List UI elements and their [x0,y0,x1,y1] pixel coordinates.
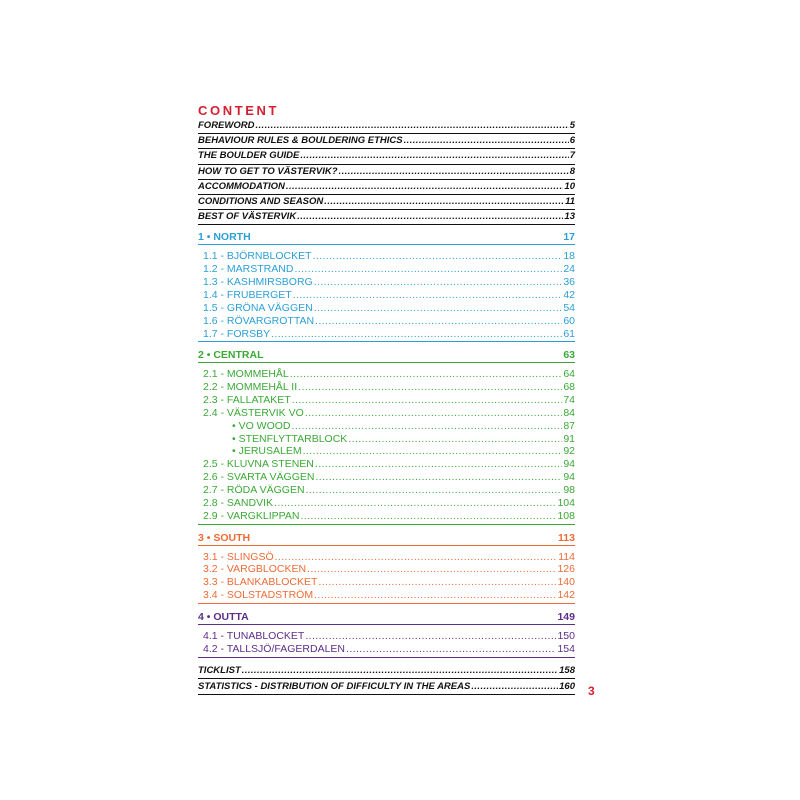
toc-entry-label: 3 • SOUTH [198,531,251,544]
toc-entry-page: 104 [557,496,575,509]
toc-entry-label: 1 • NORTH [198,231,251,244]
toc-entry-page: 149 [557,610,575,623]
toc-entry-page: 158 [559,664,575,676]
toc-entry-page: 64 [563,368,575,381]
section-bottom-rule [198,341,575,342]
dot-leader [271,328,562,340]
dot-leader [300,150,568,162]
toc-entry-page: 17 [563,231,575,244]
toc-subentry[interactable] [198,587,575,601]
toc-entry[interactable] [198,663,575,677]
toc-subentry[interactable] [198,326,575,340]
toc-entry[interactable] [198,148,575,162]
toc-entry-page: 36 [563,276,575,289]
toc-entry-label: 2.7 - RÖDA VÄGGEN [203,484,305,496]
toc-entry[interactable] [198,179,575,193]
toc-entry-label: • STENFLYTTARBLOCK [232,432,348,445]
toc-entry-page: 24 [563,263,575,276]
section-header-central[interactable] [198,347,575,361]
toc-entry-page: 60 [563,314,575,327]
entry-underline [198,224,575,225]
dot-leader [242,665,558,677]
toc-entry-page: 18 [563,250,575,263]
section-header-south[interactable] [198,530,575,544]
toc-entry-label: 1.3 - KASHMIRSBORG [203,276,313,289]
toc-entry-page: 150 [557,629,575,642]
toc-entry-page: 13 [564,211,575,223]
toc-entry-page: 113 [558,531,575,544]
dot-leader [255,120,568,132]
section-rule [198,244,575,245]
toc-entry-label: 3.4 - SOLSTADSTRÖM [203,589,314,602]
toc-entry[interactable] [198,118,575,132]
toc-entry-label: BEHAVIOUR RULES & BOULDERING ETHICS [198,135,403,147]
toc-entry-label: FOREWORD [198,120,255,131]
toc-entry-label: ACCOMMODATION [198,180,285,192]
toc-entry[interactable] [198,209,575,223]
toc-entry-page: 126 [557,563,575,576]
toc-entry-label: STATISTICS - DISTRIBUTION OF DIFFICULTY IN THE AREAS [198,680,471,692]
toc-entry-label: • JERUSALEM [232,445,302,458]
toc-entry-label: 2.1 - MOMMEHÅL [203,368,289,381]
toc-entry-page: 63 [563,349,575,362]
toc-entry-page: 142 [557,589,575,602]
toc-entry-page: 140 [557,576,575,589]
toc-entry[interactable] [198,164,575,178]
entry-underline [198,694,575,695]
toc-entry-label: 1.7 - FORSBY [203,327,271,340]
toc-entry[interactable] [198,679,575,693]
toc-entry-page: 84 [563,406,575,419]
dot-leader [339,166,569,178]
toc-entry-page: 7 [569,150,575,162]
toc-subentry[interactable] [198,641,575,655]
contents-heading: CONTENT [198,103,280,118]
toc-entry-label: THE BOULDER GUIDE [198,150,300,162]
toc-entry-page: 87 [563,419,575,432]
toc-entry-page: 92 [563,445,575,458]
toc-entry-page: 94 [563,471,575,484]
toc-entry-label: 1.4 - FRUBERGET [203,288,292,301]
toc-entry-label: 2.5 - KLUVNA STENEN [203,458,314,471]
dot-leader [324,196,564,208]
toc-entry-page: 91 [563,432,575,445]
toc-entry-label: 3.3 - BLANKABLOCKET [203,576,318,589]
toc-entry-page: 61 [563,327,575,340]
toc-entry-label: 2.6 - SVARTA VÄGGEN [203,471,315,484]
section-header-north[interactable] [198,229,575,243]
section-rule [198,362,575,363]
toc-entry[interactable] [198,194,575,208]
toc-entry-label: • VO WOOD [232,419,291,432]
dot-leader [286,181,564,193]
section-bottom-rule [198,524,575,525]
toc-entry-label: 4 • OUTTA [198,610,249,623]
toc-entry-label: 1.1 - BJÖRNBLOCKET [203,250,312,263]
toc-entry-page: 6 [569,135,575,147]
dot-leader [404,135,569,147]
section-bottom-rule [198,603,575,604]
toc-entry-page: 42 [563,288,575,301]
toc-entry-label: 1.2 - MARSTRAND [203,263,294,276]
dot-leader [471,681,558,693]
toc-entry-page: 108 [557,509,575,522]
toc-entry-label: 2.9 - VARGKLIPPAN [203,509,300,522]
toc-entry-label: CONDITIONS AND SEASON [198,196,324,207]
toc-entry-label: BEST OF VÄSTERVIK [198,211,297,223]
toc-entry[interactable] [198,133,575,147]
section-rule [198,624,575,625]
toc-entry-page: 54 [563,301,575,314]
toc-entry-label: HOW TO GET TO VÄSTERVIK? [198,165,338,177]
toc-entry-page: 8 [569,165,575,177]
dot-leader [300,510,556,522]
toc-entry-page: 154 [557,642,575,655]
toc-entry-page: 160 [559,680,575,692]
toc-entry-page: 68 [563,381,575,394]
dot-leader [297,211,563,223]
toc-entry-page: 114 [558,550,575,563]
toc-subentry[interactable] [198,508,575,522]
toc-entry-page: 10 [564,180,575,192]
toc-entry-label: 3.1 - SLINGSÖ [203,550,274,563]
toc-entry-label: 2.8 - SANDVIK [203,496,274,509]
section-rule [198,545,575,546]
page-number: 3 [588,684,595,698]
toc-entry-page: 74 [563,394,575,407]
toc-entry-label: 4.2 - TALLSJÖ/FAGERDALEN [203,642,345,655]
toc-entry-page: 94 [563,458,575,471]
toc-entry-page: 5 [569,120,575,131]
toc-entry-page: 98 [563,484,575,496]
toc-entry-label: 1.5 - GRÖNA VÄGGEN [203,301,313,314]
dot-leader [346,643,556,655]
toc-entry-page: 11 [565,196,575,207]
toc-entry-label: TICKLIST [198,664,241,676]
toc-entry-label: 3.2 - VARGBLOCKEN [203,563,307,576]
section-header-outta[interactable] [198,609,575,623]
toc-entry-label: 2.4 - VÄSTERVIK VO [203,406,304,419]
toc-entry-label: 2 • CENTRAL [198,349,264,362]
section-bottom-rule [198,657,575,658]
toc-entry-label: 4.1 - TUNABLOCKET [203,629,305,642]
toc-entry-label: 2.2 - MOMMEHÅL II [203,381,298,394]
toc-entry-label: 1.6 - RÖVARGROTTAN [203,314,315,327]
dot-leader [314,589,556,601]
toc-entry-label: 2.3 - FALLATAKET [203,394,291,407]
